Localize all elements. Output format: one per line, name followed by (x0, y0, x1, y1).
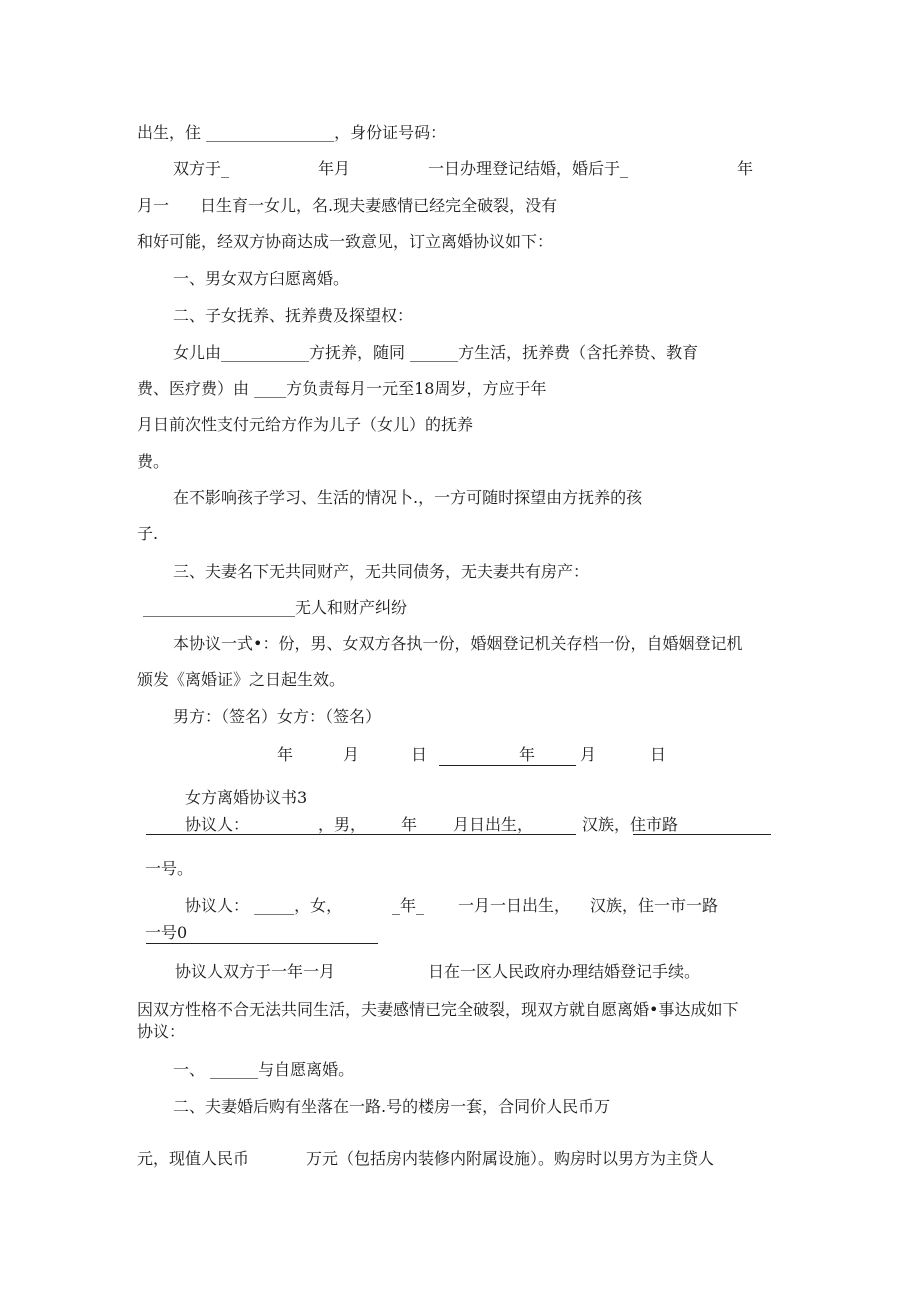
text-line: 协议人双方于一年一月 (175, 962, 336, 981)
text-line: 日生育一女儿，名.现夫妻感情已经完全破裂，没有 (200, 196, 558, 215)
text-line: 汉族，住市路 (582, 815, 679, 834)
text-line: 颁发《离婚证》之日起生效。 (137, 670, 346, 689)
text-line: 一、 ______与自愿离婚。 (173, 1060, 355, 1079)
text-line: 一号。 (145, 859, 194, 878)
text-line: 年 (737, 159, 754, 178)
text-line: 费、医疗费）由 ____方负责每月一元至18周岁，方应于年 (137, 379, 547, 398)
date-month: 月 (580, 745, 597, 764)
text-line: 月一 (137, 196, 170, 215)
text-line: ，男， (318, 815, 367, 834)
text-line: 二、子女抚养、抚养费及探望权： (173, 306, 414, 325)
text-line: 年 (401, 815, 418, 834)
text-line: 协议人： (185, 815, 250, 834)
text-line: 一号0 (145, 923, 188, 942)
text-line: 女儿由___________方抚养，随同 ______方生活，抚养费（含托养贽、教育 (173, 343, 699, 362)
text-line: 万元（包括房内装修内附属设施）。购房时以男方为主贷人 (306, 1149, 715, 1168)
text-line: 一、男女双方臼愿离婚。 (173, 269, 350, 288)
date-month: 月 (343, 745, 360, 764)
fill-line (146, 943, 378, 944)
text-line: 和好可能，经双方协商达成一致意见，订立离婚协议如下： (137, 232, 554, 251)
section-title: 女方离婚协议书3 (185, 788, 308, 807)
text-line: 本协议一式•：份，男、女双方各执一份，婚姻登记机关存档一份，自婚姻登记机 (173, 634, 743, 653)
text-line: 男方：（签名）女方：（签名） (173, 707, 382, 726)
text-line: 在不影响孩子学习、生活的情况卜.，一方可随时探望由方抚养的孩 (173, 488, 643, 507)
fill-line (633, 834, 771, 835)
date-day: 日 (411, 745, 428, 764)
text-line: 一月一日出生， (458, 896, 571, 915)
text-line: 因双方性格不合无法共同生活，夫妻感情已完全破裂，现双方就自愿离婚•事达成如下 (137, 1000, 739, 1019)
text-line: _年_ (392, 896, 425, 915)
text-line: ___________________无人和财产纠纷 (143, 598, 408, 617)
text-line: 日在一区人民政府办理结婚登记手续。 (428, 962, 701, 981)
text-line: 双方于_ (173, 159, 230, 178)
date-year: 年 (519, 745, 536, 764)
date-year: 年 (277, 745, 294, 764)
text-line: 费。 (137, 452, 170, 471)
text-line: 子. (137, 524, 159, 543)
date-day: 日 (650, 745, 667, 764)
text-line: 二、夫妻婚后购有坐落在一路.号的楼房一套，合同价人民币万 (173, 1097, 611, 1116)
text-line: 月日出生， (453, 815, 534, 834)
text-line: 汉族，住一市一路 (590, 896, 719, 915)
text-line: 协议人： _____，女， (185, 896, 343, 915)
text-line: 一日办理登记结婚，婚后于_ (428, 159, 629, 178)
text-line: 三、夫妻名下无共同财产，无共同债务，无夫妻共有房产： (173, 562, 590, 581)
text-line: 月日前次性支付元给方作为儿子（女儿）的抚养 (137, 415, 474, 434)
signature-line (439, 765, 576, 766)
text-line: 年月 (318, 159, 351, 178)
text-line: 出生，住 ________________，身份证号码： (137, 123, 447, 142)
text-line: 协议： (137, 1022, 186, 1041)
text-line: 元，现值人民币 (137, 1149, 250, 1168)
